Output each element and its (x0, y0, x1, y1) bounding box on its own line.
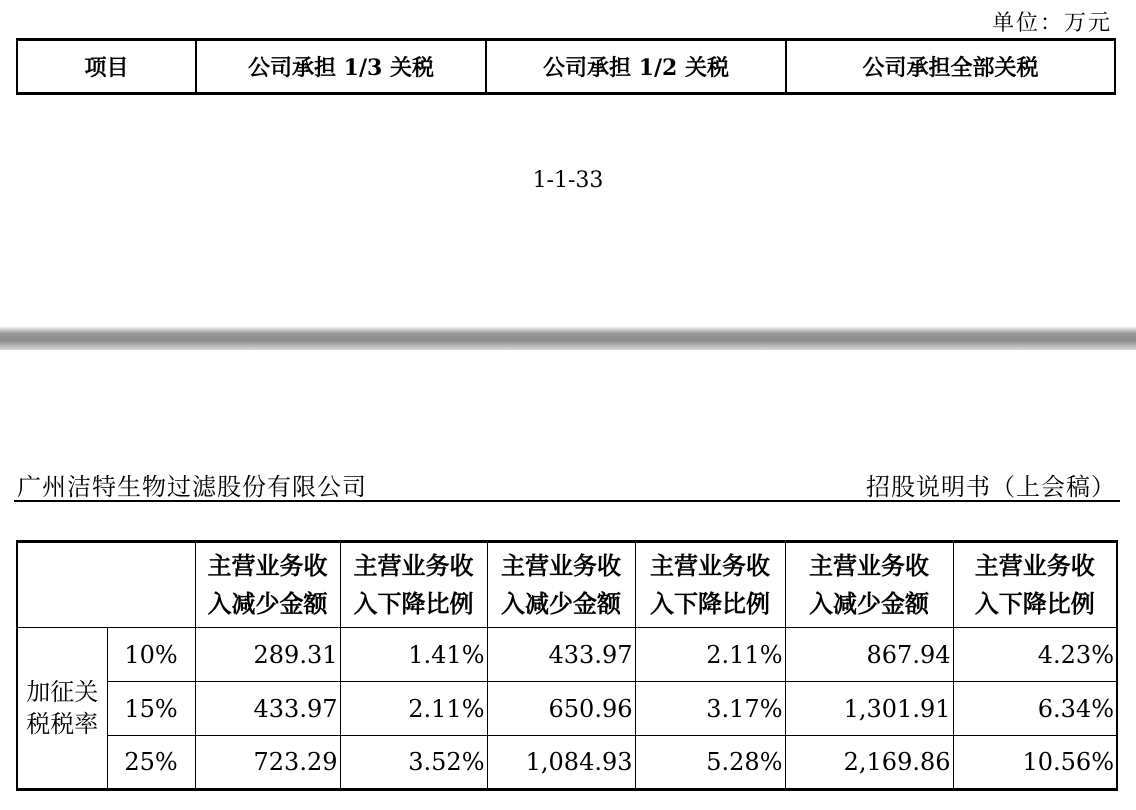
table-row (17, 682, 1117, 736)
table-cell: 2,169.86 (785, 736, 953, 790)
header-one-third-tariff: 公司承担 1/3 关税 (197, 41, 487, 92)
col-header: 主营业务收入减少金额 (487, 542, 635, 628)
continuation-table-header (16, 38, 1116, 95)
table-cell: 1.41% (340, 628, 487, 682)
table-cell: 4.23% (953, 628, 1117, 682)
unit-label: 单位：万元 (991, 11, 1112, 36)
page-break-divider (0, 326, 1136, 350)
header-item: 项目 (18, 41, 197, 92)
tariff-rate-cell: 25% (107, 736, 195, 790)
col-header: 主营业务收入下降比例 (635, 542, 785, 628)
header-half-tariff: 公司承担 1/2 关税 (487, 41, 787, 92)
table-cell: 433.97 (487, 628, 635, 682)
table-cell: 5.28% (635, 736, 785, 790)
col-header: 主营业务收入下降比例 (953, 542, 1117, 628)
table-cell: 6.34% (953, 682, 1117, 736)
table-row (17, 628, 1117, 682)
table-cell: 2.11% (635, 628, 785, 682)
table-cell: 10.56% (953, 736, 1117, 790)
corner-cell (17, 542, 195, 628)
document-title: 招股说明书（上会稿） (866, 473, 1116, 501)
table-cell: 1,301.91 (785, 682, 953, 736)
tariff-rate-cell: 10% (107, 628, 195, 682)
table-cell: 289.31 (195, 628, 340, 682)
table-header-row (17, 542, 1117, 628)
col-header: 主营业务收入减少金额 (195, 542, 340, 628)
page-number: 1-1-33 (532, 168, 604, 193)
header-rule (14, 500, 1120, 502)
tariff-rate-cell: 15% (107, 682, 195, 736)
table-cell: 433.97 (195, 682, 340, 736)
table-cell: 3.17% (635, 682, 785, 736)
row-group-label: 加征关税税率 (17, 628, 107, 790)
table-row (17, 736, 1117, 790)
table-cell: 2.11% (340, 682, 487, 736)
col-header: 主营业务收入下降比例 (340, 542, 487, 628)
table-cell: 723.29 (195, 736, 340, 790)
table-cell: 1,084.93 (487, 736, 635, 790)
header-full-tariff: 公司承担全部关税 (862, 55, 1039, 81)
table-cell: 3.52% (340, 736, 487, 790)
col-header: 主营业务收入减少金额 (785, 542, 953, 628)
table-cell: 867.94 (785, 628, 953, 682)
tariff-impact-table (16, 540, 1118, 791)
company-name: 广州洁特生物过滤股份有限公司 (17, 473, 367, 501)
table-cell: 650.96 (487, 682, 635, 736)
